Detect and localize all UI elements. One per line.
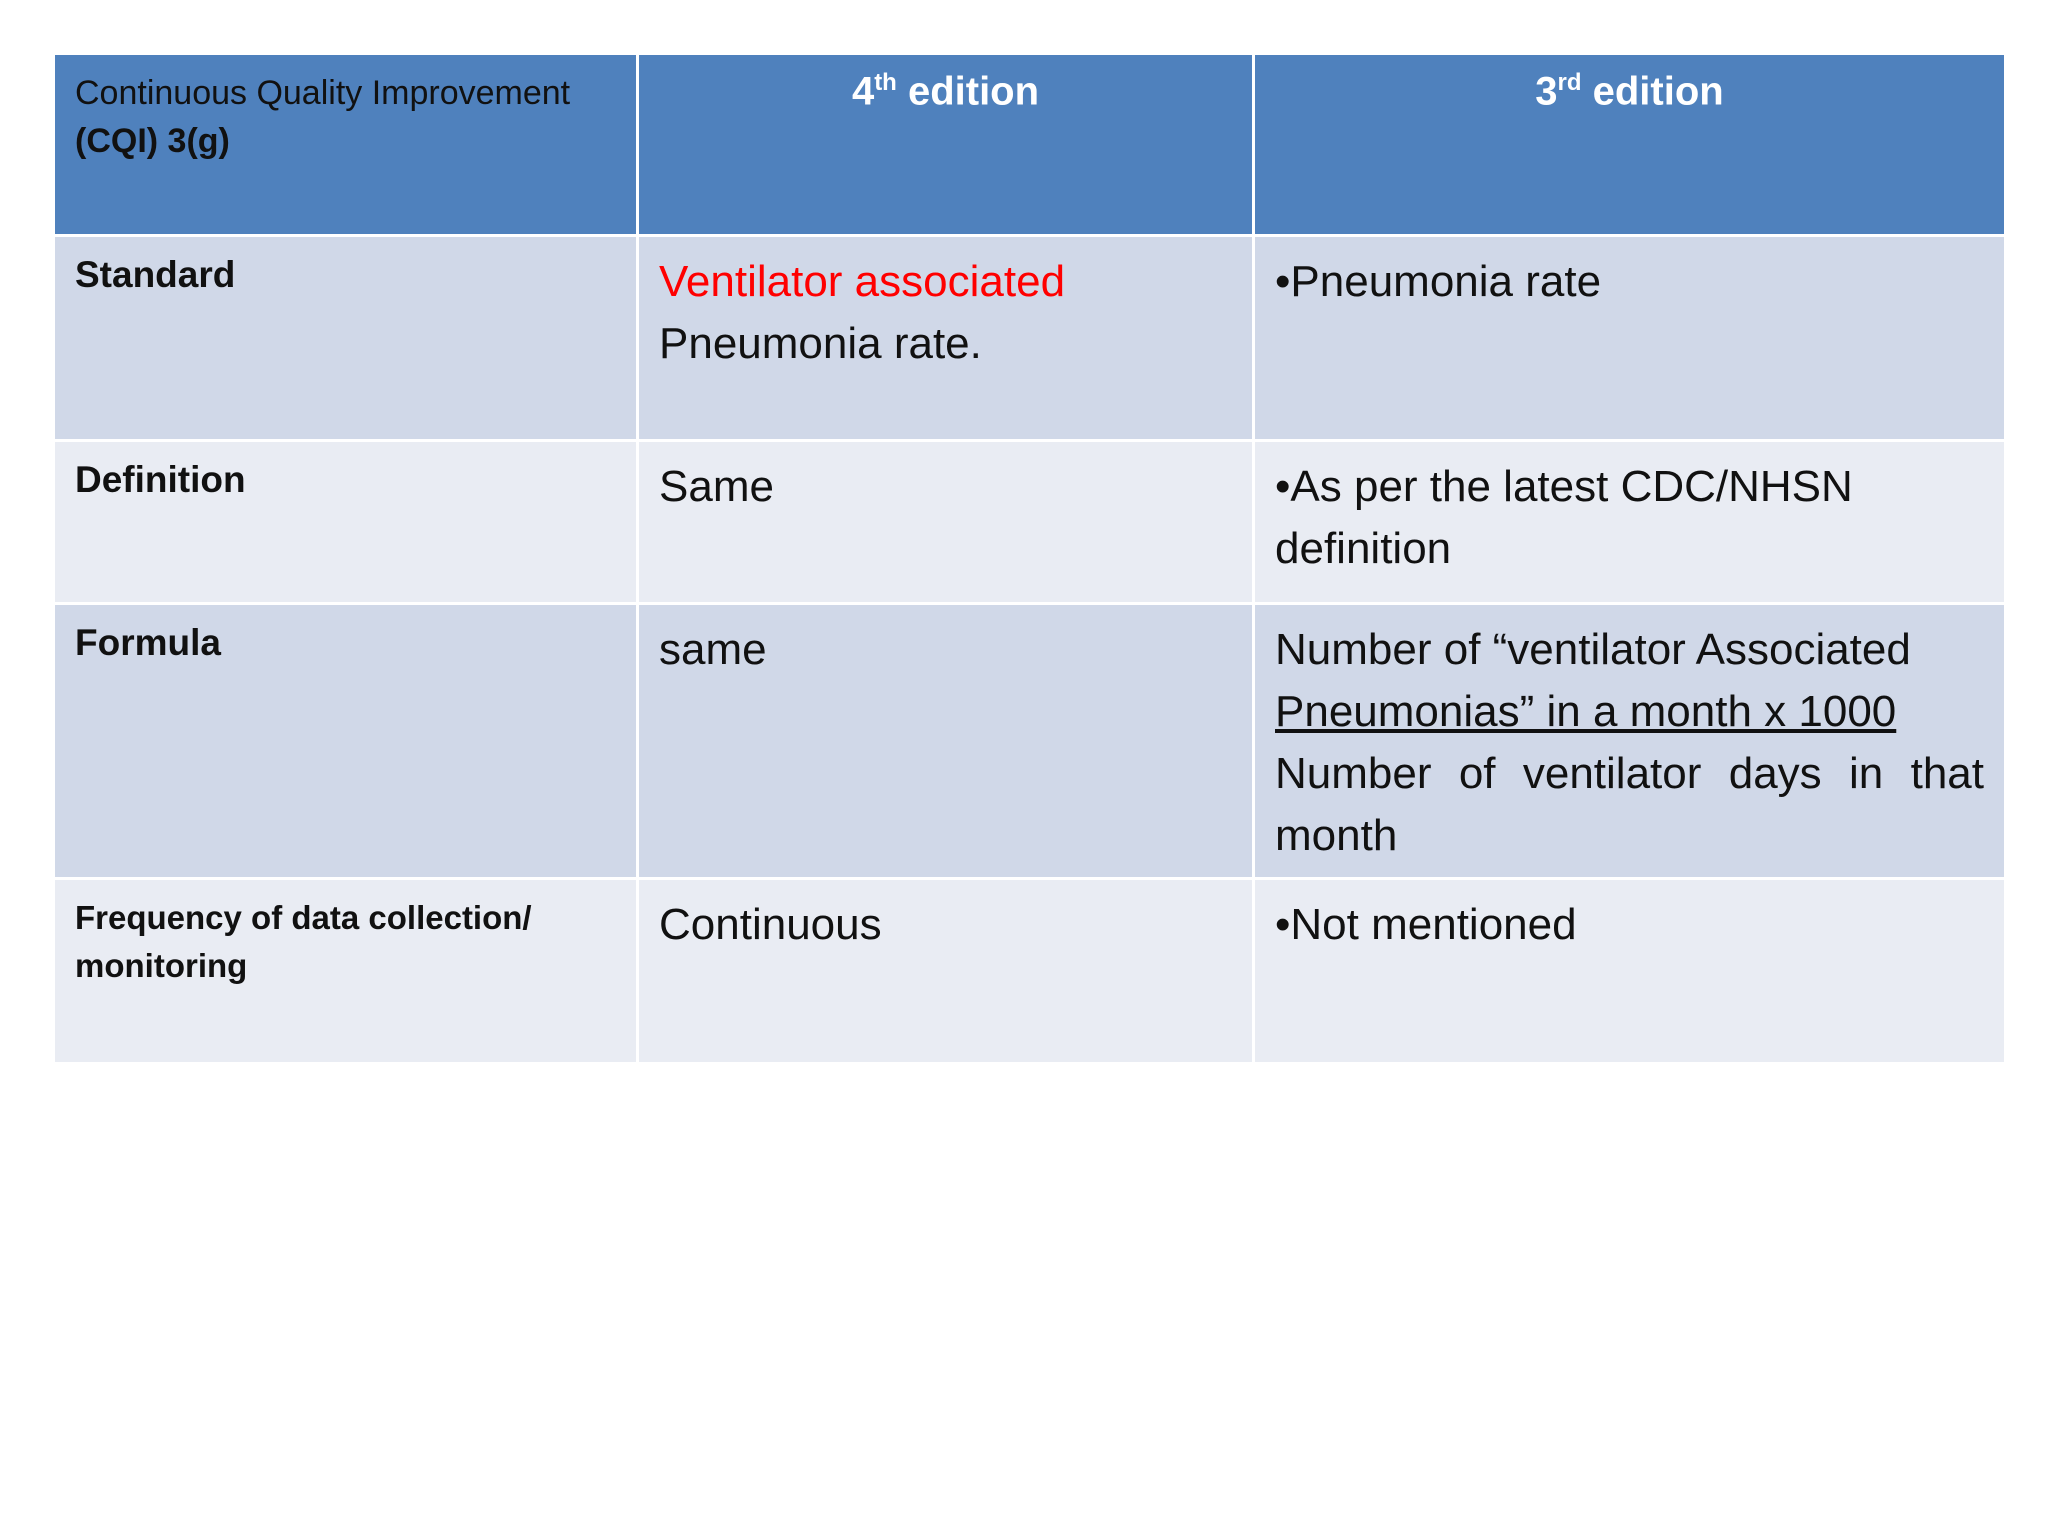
cell-formula-3rd xyxy=(1254,604,2006,879)
row-label-frequency xyxy=(54,879,638,1064)
cell-standard-4th xyxy=(638,236,1254,441)
table-row-standard xyxy=(54,236,2006,441)
header-4th-sup: th xyxy=(874,69,897,96)
standard-4th-highlight: Ventilator associated xyxy=(659,257,1066,306)
table-row-definition xyxy=(54,441,2006,604)
header-3rd-sup: rd xyxy=(1557,69,1582,96)
row-label-formula: Formula xyxy=(54,604,638,879)
row-label-standard: Standard xyxy=(54,236,638,441)
row-label-frequency-line1: Frequency of data collection/ xyxy=(75,899,532,936)
header-cqi-line1: Continuous Quality Improvement xyxy=(75,74,571,112)
formula-denominator: Number of ventilator days in that month xyxy=(1275,749,1984,860)
header-4th-text: edition xyxy=(896,69,1040,114)
cell-frequency-3rd: •Not mentioned xyxy=(1254,879,2006,1064)
row-label-definition: Definition xyxy=(54,441,638,604)
header-3rd-text: edition xyxy=(1581,69,1724,114)
header-3rd-edition xyxy=(1254,54,2006,236)
cell-frequency-4th: Continuous xyxy=(638,879,1254,1064)
row-label-frequency-line2: monitoring xyxy=(75,947,248,984)
table-row-frequency xyxy=(54,879,2006,1064)
table-header-row xyxy=(54,54,2006,236)
cell-standard-3rd: •Pneumonia rate xyxy=(1254,236,2006,441)
cell-definition-4th: Same xyxy=(638,441,1254,604)
formula-numerator-line2: Pneumonias” in a month x 1000 xyxy=(1275,687,1897,736)
standard-4th-rest: Pneumonia rate. xyxy=(659,319,982,368)
formula-numerator-line1: Number of “ventilator Associated xyxy=(1275,625,1911,674)
cell-formula-4th: same xyxy=(638,604,1254,879)
comparison-table xyxy=(52,52,2007,1065)
header-cqi-line2: (CQI) 3(g) xyxy=(75,122,230,160)
header-4th-edition xyxy=(638,54,1254,236)
table-row-formula xyxy=(54,604,2006,879)
header-4th-num: 4 xyxy=(851,69,875,114)
header-3rd-num: 3 xyxy=(1535,69,1558,114)
header-cqi xyxy=(54,54,638,236)
cell-definition-3rd: •As per the latest CDC/NHSN definition xyxy=(1254,441,2006,604)
